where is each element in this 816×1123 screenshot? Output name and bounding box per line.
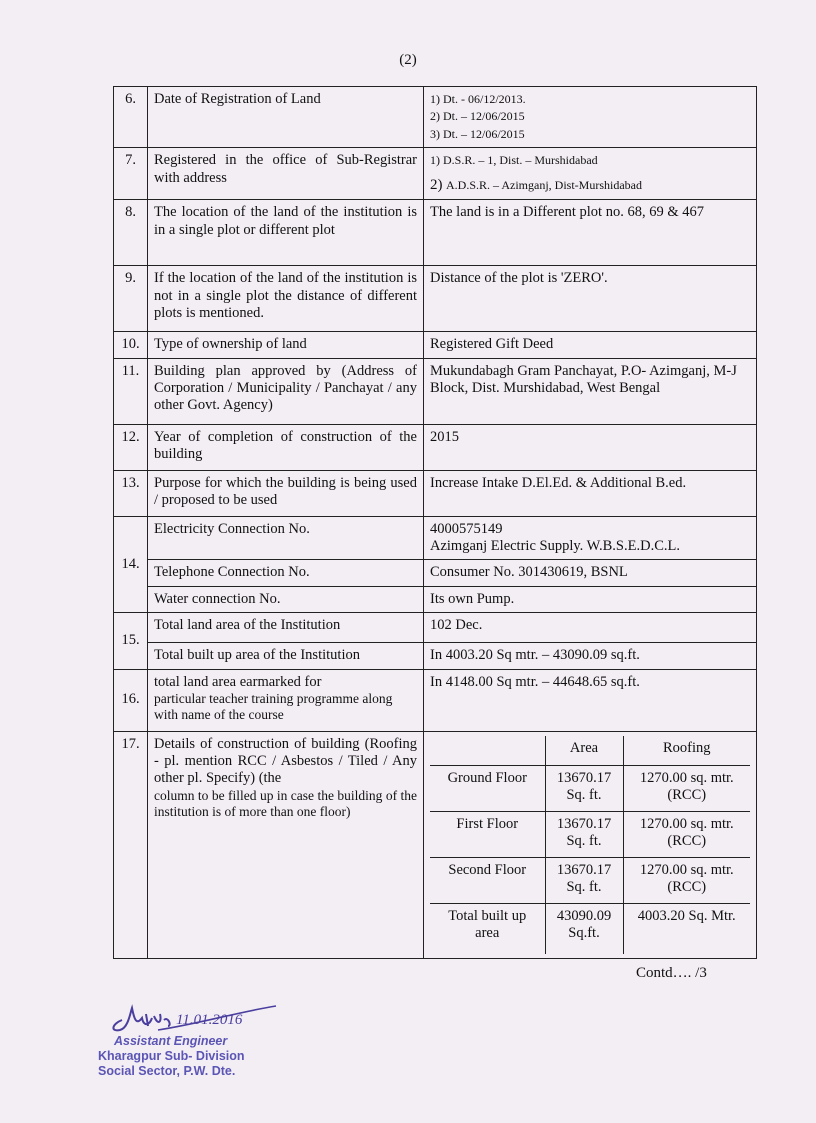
stamp-sector: Social Sector, P.W. Dte.	[98, 1064, 236, 1078]
land-building-details-table	[113, 86, 757, 959]
row-label: Purpose for which the building is being used / proposed to be used	[148, 470, 424, 516]
floor-name: Ground Floor	[430, 766, 545, 812]
table-row	[114, 332, 757, 358]
page-number: (2)	[399, 52, 417, 68]
table-row	[114, 643, 757, 669]
table-row	[114, 516, 757, 560]
row-number: 6.	[114, 87, 148, 148]
floor-area: 13670.17 Sq. ft.	[545, 812, 623, 858]
row-label	[148, 731, 424, 958]
registration-date-1: 1) Dt. - 06/12/2013.	[430, 92, 526, 106]
row-value: In 4148.00 Sq mtr. – 44648.65 sq.ft.	[424, 669, 757, 731]
table-row	[114, 148, 757, 200]
row-number: 8.	[114, 200, 148, 266]
land-area-value: 102 Dec.	[424, 613, 757, 643]
table-row	[114, 200, 757, 266]
row-value: The land is in a Different plot no. 68, 69 & 467	[424, 200, 757, 266]
floor-header	[430, 736, 545, 766]
floor-area: 13670.17 Sq. ft.	[545, 766, 623, 812]
registrar-office-1: 1) D.S.R. – 1, Dist. – Murshidabad	[430, 153, 598, 168]
table-row	[114, 424, 757, 470]
floor-name: Total built up area	[430, 904, 545, 954]
roofing-header: Roofing	[623, 736, 750, 766]
official-stamp	[98, 1000, 298, 1079]
table-row	[114, 669, 757, 731]
row-value: Mukundabagh Gram Panchayat, P.O- Azimganj, M-J Block, Dist. Murshidabad, West Bengal	[424, 358, 757, 424]
telephone-label: Telephone Connection No.	[148, 560, 424, 586]
stamp-designation: Assistant Engineer	[114, 1034, 228, 1048]
table-row	[114, 87, 757, 148]
signature-image	[98, 1000, 298, 1034]
row-label: Date of Registration of Land	[148, 87, 424, 148]
construction-row	[430, 904, 750, 954]
row-value	[424, 87, 757, 148]
floor-roofing: 4003.20 Sq. Mtr.	[623, 904, 750, 954]
table-row	[114, 586, 757, 612]
row-value: Registered Gift Deed	[424, 332, 757, 358]
construction-details	[424, 731, 757, 958]
row-number: 12.	[114, 424, 148, 470]
row-number: 14.	[114, 516, 148, 613]
registration-date-3: 3) Dt. – 12/06/2015	[430, 126, 525, 141]
floor-roofing: 1270.00 sq. mtr. (RCC)	[623, 766, 750, 812]
table-row	[114, 731, 757, 958]
row-number: 11.	[114, 358, 148, 424]
registrar-office-2: A.D.S.R. – Azimganj, Dist-Murshidabad	[446, 177, 642, 192]
water-label: Water connection No.	[148, 586, 424, 612]
construction-row	[430, 766, 750, 812]
table-row	[114, 470, 757, 516]
table-row	[114, 266, 757, 332]
continuation-note: Contd…. /3	[636, 965, 707, 981]
earmarked-label-line2: particular teacher training programme along with name of the course	[154, 690, 393, 723]
row-label: Building plan approved by (Address of Corporation / Municipality / Panchayat / any other Govt. Agency)	[148, 358, 424, 424]
telephone-value: Consumer No. 301430619, BSNL	[424, 560, 757, 586]
row-value: Increase Intake D.El.Ed. & Additional B.ed.	[424, 470, 757, 516]
row-number: 15.	[114, 613, 148, 669]
earmarked-label-line1: total land area earmarked for	[154, 673, 322, 690]
floor-name: Second Floor	[430, 858, 545, 904]
table-row	[114, 613, 757, 643]
construction-label-line1: Details of construction of building (Roofing - pl. mention RCC / Asbestos / Tiled / Any other pl. Specify) (the	[154, 735, 417, 787]
row-number: 16.	[114, 669, 148, 731]
construction-header-row	[430, 736, 750, 766]
row-number: 7.	[114, 148, 148, 200]
construction-table	[430, 736, 750, 954]
builtup-area-label: Total built up area of the Institution	[148, 643, 424, 669]
row-number: 9.	[114, 266, 148, 332]
floor-roofing: 1270.00 sq. mtr. (RCC)	[623, 812, 750, 858]
electricity-connection-number: 4000575149	[430, 520, 503, 537]
floor-name: First Floor	[430, 812, 545, 858]
table-row	[114, 560, 757, 586]
row-value: 1) D.S.R. – 1, Dist. – Murshidabad 2) A.D.S.R. – Azimganj, Dist-Murshidabad	[424, 148, 757, 200]
water-value: Its own Pump.	[424, 586, 757, 612]
row-value: 2015	[424, 424, 757, 470]
row-label: If the location of the land of the institution is not in a single plot the distance of different plots is mentioned.	[148, 266, 424, 332]
row-number: 13.	[114, 470, 148, 516]
signature-date: 11.01.2016	[176, 1012, 243, 1028]
construction-row	[430, 858, 750, 904]
row-label: Type of ownership of land	[148, 332, 424, 358]
land-area-label: Total land area of the Institution	[148, 613, 424, 643]
row-label: Registered in the office of Sub-Registrar with address	[148, 148, 424, 200]
electricity-value	[424, 516, 757, 560]
construction-label-line2: column to be filled up in case the building of the institution is of more than one floor)	[154, 787, 417, 819]
construction-row	[430, 812, 750, 858]
table-row	[114, 358, 757, 424]
floor-roofing: 1270.00 sq. mtr. (RCC)	[623, 858, 750, 904]
row-label: The location of the land of the institution is in a single plot or different plot	[148, 200, 424, 266]
row-number: 10.	[114, 332, 148, 358]
electricity-label: Electricity Connection No.	[148, 516, 424, 560]
row-label	[148, 669, 424, 731]
electricity-supplier: Azimganj Electric Supply. W.B.S.E.D.C.L.	[430, 537, 680, 554]
registration-date-2: 2) Dt. – 12/06/2015	[430, 109, 525, 124]
row-label: Year of completion of construction of the building	[148, 424, 424, 470]
floor-area: 43090.09 Sq.ft.	[545, 904, 623, 954]
area-header: Area	[545, 736, 623, 766]
row-number: 17.	[114, 731, 148, 958]
stamp-division: Kharagpur Sub- Division	[98, 1049, 245, 1063]
builtup-area-value: In 4003.20 Sq mtr. – 43090.09 sq.ft.	[424, 643, 757, 669]
floor-area: 13670.17 Sq. ft.	[545, 858, 623, 904]
row-value: Distance of the plot is 'ZERO'.	[424, 266, 757, 332]
